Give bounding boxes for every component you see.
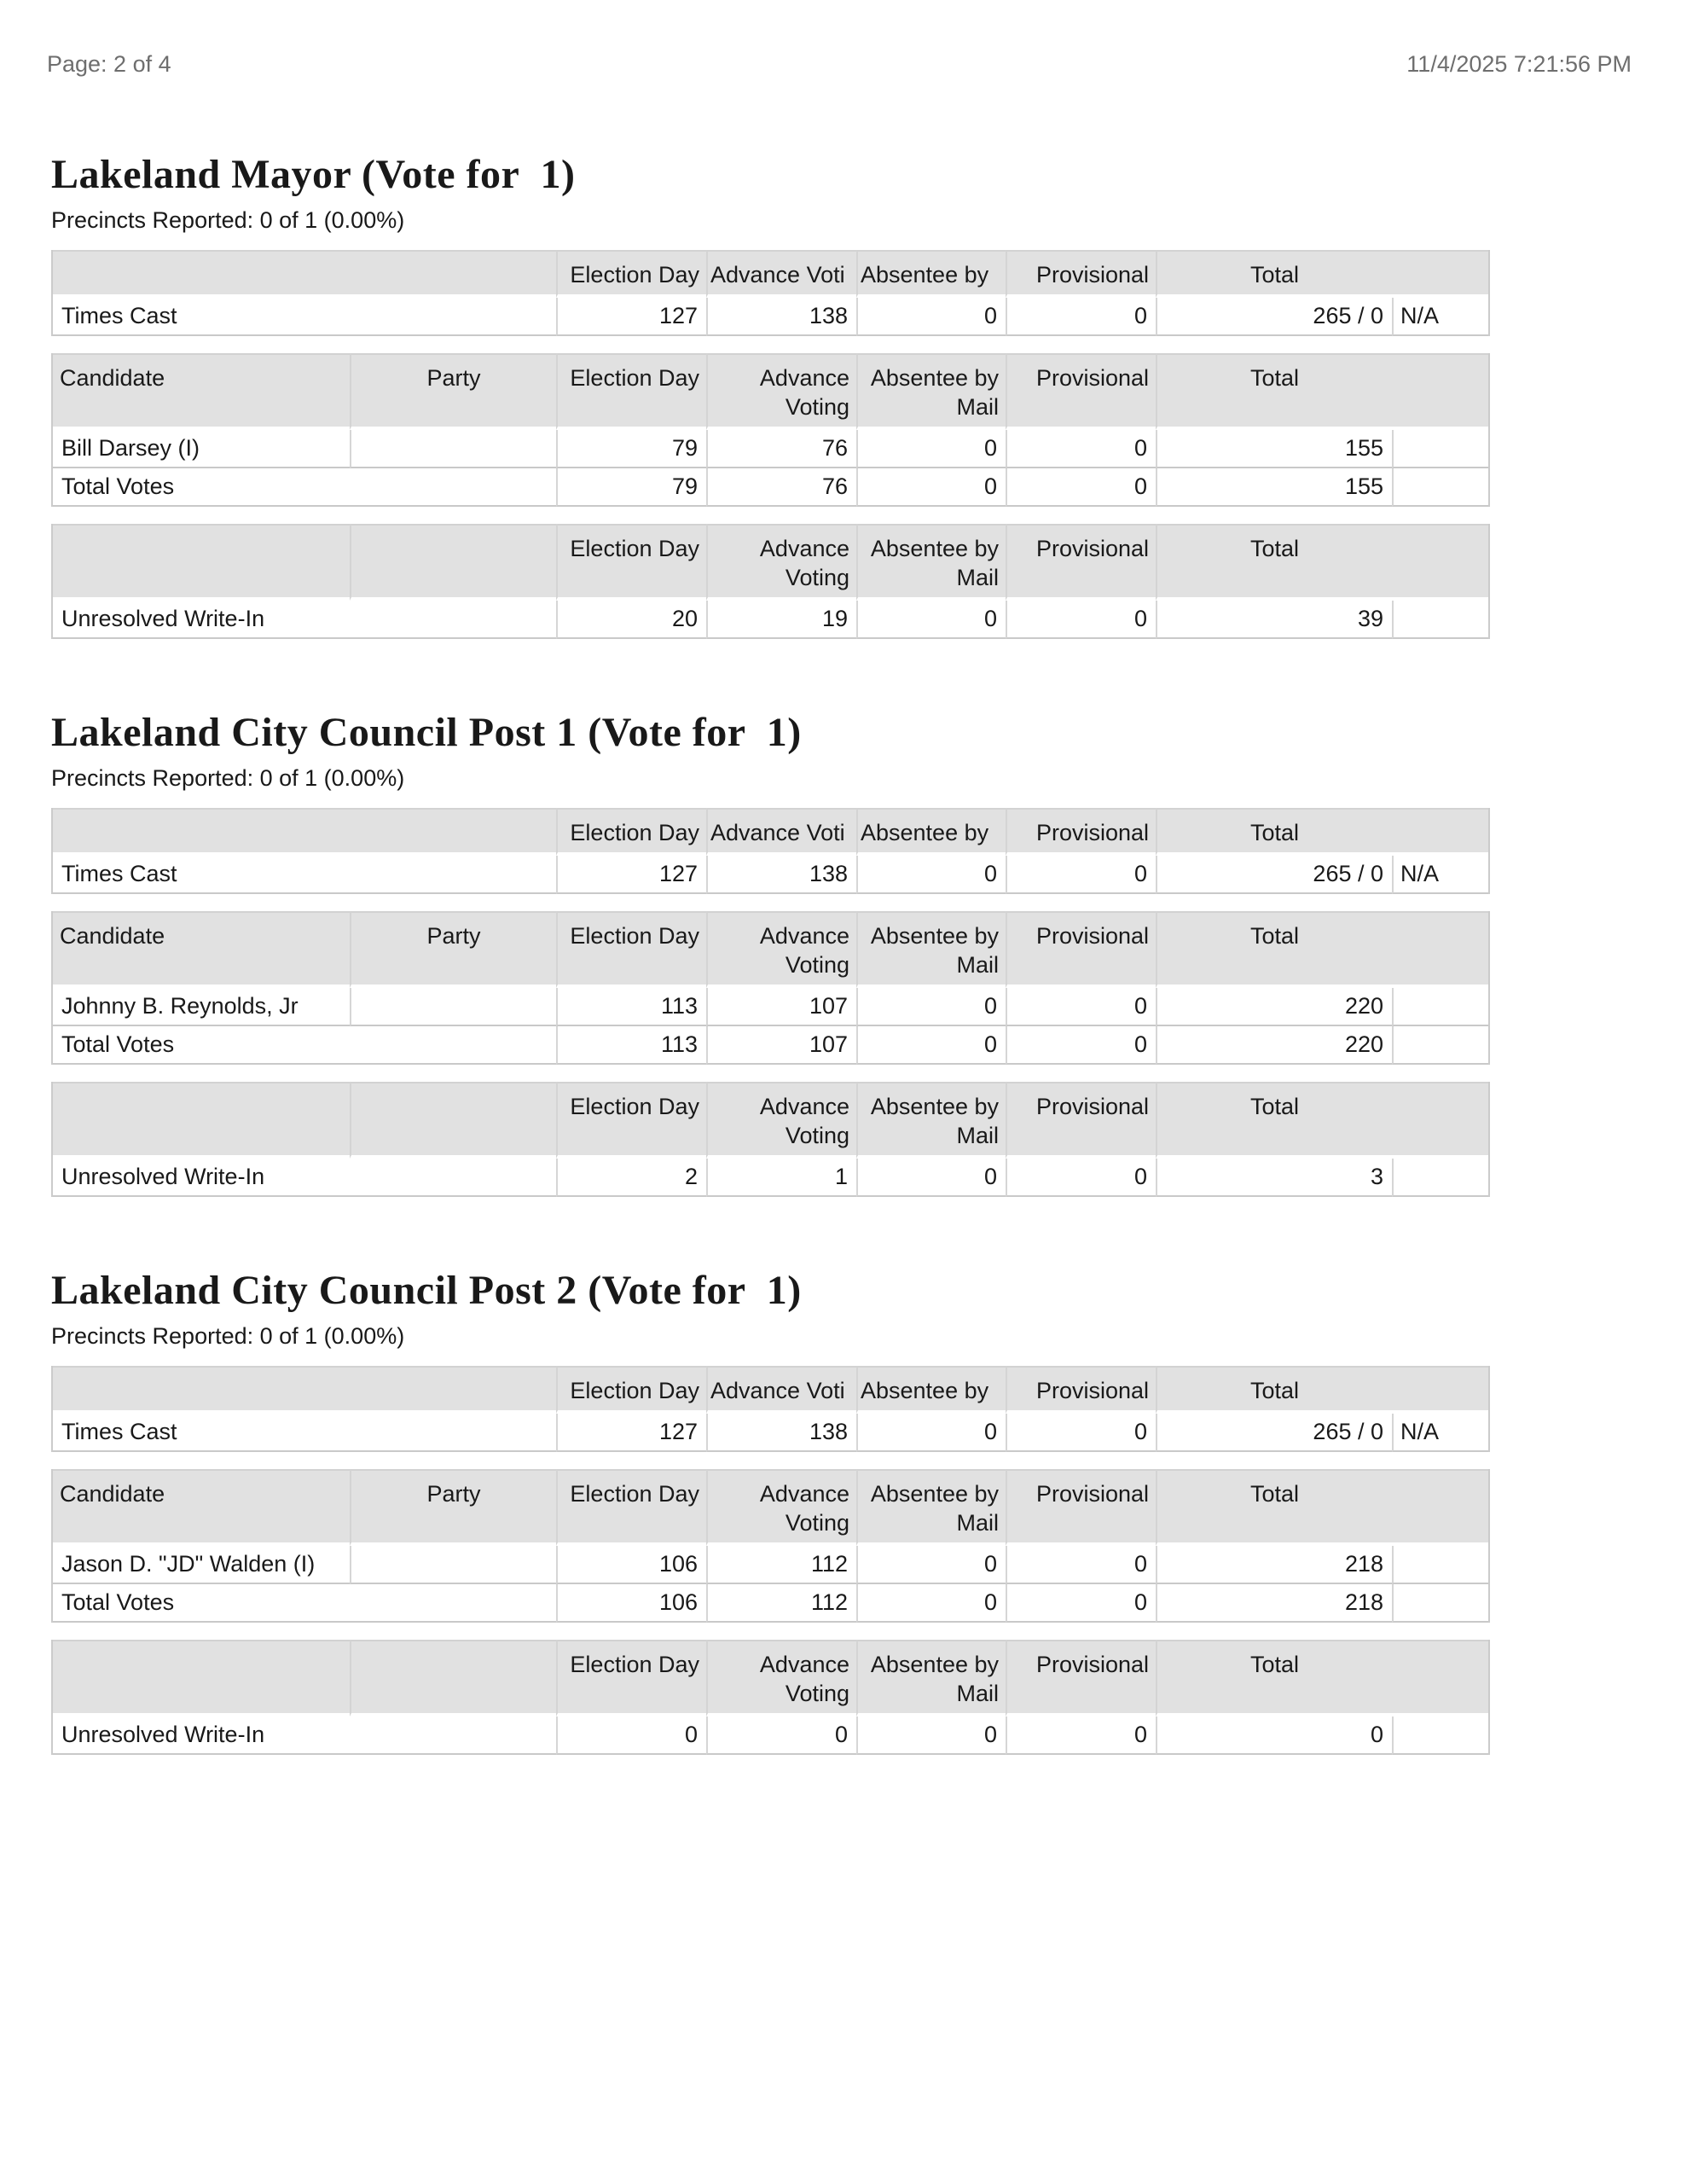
header-provisional: Provisional [1006, 353, 1156, 430]
header-election-day: Election Day [556, 911, 706, 988]
cell-absentee: 0 [856, 430, 1006, 468]
cell-na: N/A [1392, 1414, 1488, 1452]
header-total: Total [1156, 808, 1392, 856]
total-votes-row [53, 1584, 1488, 1623]
cell-blank [1392, 988, 1488, 1026]
contest-title: Lakeland City Council Post 1 (Vote for 1) [51, 710, 802, 755]
cell-provisional: 0 [1006, 1159, 1156, 1197]
header-total: Total [1156, 1082, 1392, 1159]
row-label: Total Votes [53, 468, 556, 507]
cell-absentee: 0 [856, 1716, 1006, 1755]
cell-absentee: 0 [856, 1546, 1006, 1584]
cell-na: N/A [1392, 298, 1488, 336]
header-candidate: Candidate [53, 353, 350, 430]
page-header [0, 0, 1687, 78]
cell-election-day: 20 [556, 601, 706, 639]
header-absentee-by-mail: Absentee by Mail [856, 353, 1006, 430]
cell-election-day: 127 [556, 856, 706, 894]
header-blank [1392, 353, 1488, 430]
header-election-day: Election Day [556, 808, 706, 856]
cell-blank [1392, 1159, 1488, 1197]
page-number: Page: 2 of 4 [47, 51, 171, 77]
header-absentee-by-mail: Absentee by Mail [856, 524, 1006, 601]
cell-absentee: 0 [856, 856, 1006, 894]
header-absentee-by-mail: Absentee by [856, 250, 1006, 298]
write-in-table [51, 1082, 1490, 1197]
cell-total: 265 / 0 [1156, 298, 1392, 336]
candidate-party [350, 988, 556, 1026]
cell-absentee: 0 [856, 1159, 1006, 1197]
row-label: Unresolved Write-In [53, 601, 556, 639]
header-advance-voting: Advance Voting [706, 524, 856, 601]
candidates-table [51, 353, 1490, 507]
cell-election-day: 113 [556, 1026, 706, 1065]
candidate-name: Johnny B. Reynolds, Jr [53, 988, 350, 1026]
report-timestamp: 11/4/2025 7:21:56 PM [1406, 51, 1632, 77]
header-absentee-by-mail: Absentee by [856, 1366, 1006, 1414]
header-election-day: Election Day [556, 1366, 706, 1414]
header-total: Total [1156, 1469, 1392, 1546]
cell-provisional: 0 [1006, 1414, 1156, 1452]
cell-absentee: 0 [856, 1414, 1006, 1452]
cell-total: 265 / 0 [1156, 1414, 1392, 1452]
cell-absentee: 0 [856, 1026, 1006, 1065]
table-header-row [53, 250, 1488, 298]
candidate-name: Jason D. "JD" Walden (I) [53, 1546, 350, 1584]
header-total: Total [1156, 524, 1392, 601]
times-cast-row [53, 856, 1488, 894]
cell-advance-voting: 138 [706, 1414, 856, 1452]
header-provisional: Provisional [1006, 808, 1156, 856]
cell-total: 39 [1156, 601, 1392, 639]
cell-provisional: 0 [1006, 988, 1156, 1026]
header-blank [53, 1640, 350, 1716]
cell-na: N/A [1392, 856, 1488, 894]
cell-absentee: 0 [856, 298, 1006, 336]
times-cast-row [53, 1414, 1488, 1452]
candidate-row [53, 988, 1488, 1026]
cell-advance-voting: 76 [706, 430, 856, 468]
header-provisional: Provisional [1006, 1469, 1156, 1546]
header-candidate: Candidate [53, 1469, 350, 1546]
cell-provisional: 0 [1006, 298, 1156, 336]
cell-total: 3 [1156, 1159, 1392, 1197]
candidate-party [350, 1546, 556, 1584]
header-blank [1392, 808, 1488, 856]
cell-advance-voting: 138 [706, 856, 856, 894]
write-in-row [53, 1716, 1488, 1755]
contest-section-council-post-2 [51, 1214, 1490, 1755]
header-blank [53, 808, 556, 856]
header-provisional: Provisional [1006, 524, 1156, 601]
header-blank [1392, 1469, 1488, 1546]
cell-advance-voting: 112 [706, 1584, 856, 1623]
header-total: Total [1156, 911, 1392, 988]
row-label: Unresolved Write-In [53, 1159, 556, 1197]
cell-total: 220 [1156, 1026, 1392, 1065]
cell-advance-voting: 0 [706, 1716, 856, 1755]
write-in-row [53, 601, 1488, 639]
cell-advance-voting: 76 [706, 468, 856, 507]
cell-election-day: 106 [556, 1546, 706, 1584]
row-label: Total Votes [53, 1026, 556, 1065]
header-blank [53, 1082, 350, 1159]
table-header-row [53, 1082, 1488, 1159]
header-party: Party [350, 911, 556, 988]
cell-blank [1392, 468, 1488, 507]
contest-title: Lakeland Mayor (Vote for 1) [51, 152, 576, 197]
cell-election-day: 79 [556, 468, 706, 507]
candidates-table [51, 1469, 1490, 1623]
precincts-reported: Precincts Reported: 0 of 1 (0.00%) [51, 207, 405, 233]
cell-advance-voting: 138 [706, 298, 856, 336]
header-advance-voting: Advance Voting [706, 911, 856, 988]
header-election-day: Election Day [556, 250, 706, 298]
header-blank [1392, 1366, 1488, 1414]
cell-election-day: 127 [556, 298, 706, 336]
header-total: Total [1156, 353, 1392, 430]
cell-blank [1392, 1584, 1488, 1623]
row-label: Times Cast [53, 298, 556, 336]
header-provisional: Provisional [1006, 911, 1156, 988]
table-header-row [53, 1469, 1488, 1546]
table-header-row [53, 1640, 1488, 1716]
candidate-party [350, 430, 556, 468]
cell-total: 218 [1156, 1584, 1392, 1623]
times-cast-table [51, 808, 1490, 894]
cell-blank [1392, 1026, 1488, 1065]
cell-provisional: 0 [1006, 468, 1156, 507]
precincts-reported: Precincts Reported: 0 of 1 (0.00%) [51, 1323, 405, 1349]
cell-provisional: 0 [1006, 601, 1156, 639]
cell-advance-voting: 1 [706, 1159, 856, 1197]
times-cast-row [53, 298, 1488, 336]
cell-advance-voting: 112 [706, 1546, 856, 1584]
header-blank [1392, 1640, 1488, 1716]
header-election-day: Election Day [556, 1082, 706, 1159]
header-advance-voting: Advance Voting [706, 353, 856, 430]
table-header-row [53, 1366, 1488, 1414]
times-cast-table [51, 250, 1490, 336]
cell-total: 265 / 0 [1156, 856, 1392, 894]
table-header-row [53, 353, 1488, 430]
cell-provisional: 0 [1006, 430, 1156, 468]
table-header-row [53, 911, 1488, 988]
header-blank [53, 1366, 556, 1414]
total-votes-row [53, 468, 1488, 507]
candidate-row [53, 1546, 1488, 1584]
cell-election-day: 106 [556, 1584, 706, 1623]
header-provisional: Provisional [1006, 1640, 1156, 1716]
header-candidate: Candidate [53, 911, 350, 988]
cell-absentee: 0 [856, 468, 1006, 507]
header-total: Total [1156, 1366, 1392, 1414]
table-header-row [53, 524, 1488, 601]
cell-election-day: 79 [556, 430, 706, 468]
cell-provisional: 0 [1006, 1584, 1156, 1623]
contest-section-council-post-1 [51, 656, 1490, 1197]
header-advance-voting: Advance Voting [706, 1469, 856, 1546]
cell-advance-voting: 19 [706, 601, 856, 639]
header-election-day: Election Day [556, 1640, 706, 1716]
header-advance-voting: Advance Voti [706, 250, 856, 298]
cell-total: 220 [1156, 988, 1392, 1026]
header-blank [350, 524, 556, 601]
header-advance-voting: Advance Voting [706, 1082, 856, 1159]
candidate-row [53, 430, 1488, 468]
cell-provisional: 0 [1006, 1026, 1156, 1065]
header-total: Total [1156, 1640, 1392, 1716]
header-election-day: Election Day [556, 524, 706, 601]
row-label: Times Cast [53, 856, 556, 894]
cell-election-day: 0 [556, 1716, 706, 1755]
cell-absentee: 0 [856, 1584, 1006, 1623]
cell-total: 218 [1156, 1546, 1392, 1584]
cell-election-day: 127 [556, 1414, 706, 1452]
row-label: Total Votes [53, 1584, 556, 1623]
cell-provisional: 0 [1006, 1546, 1156, 1584]
header-blank [350, 1082, 556, 1159]
header-advance-voting: Advance Voti [706, 1366, 856, 1414]
header-total: Total [1156, 250, 1392, 298]
table-header-row [53, 808, 1488, 856]
header-party: Party [350, 353, 556, 430]
cell-election-day: 113 [556, 988, 706, 1026]
row-label: Times Cast [53, 1414, 556, 1452]
cell-absentee: 0 [856, 988, 1006, 1026]
header-blank [1392, 911, 1488, 988]
header-advance-voting: Advance Voting [706, 1640, 856, 1716]
cell-blank [1392, 1716, 1488, 1755]
write-in-table [51, 524, 1490, 639]
contest-section-mayor [51, 78, 1490, 639]
header-absentee-by-mail: Absentee by Mail [856, 1469, 1006, 1546]
header-absentee-by-mail: Absentee by Mail [856, 1082, 1006, 1159]
cell-absentee: 0 [856, 601, 1006, 639]
header-blank [1392, 1082, 1488, 1159]
report-content [51, 78, 1490, 1755]
header-election-day: Election Day [556, 353, 706, 430]
header-absentee-by-mail: Absentee by Mail [856, 911, 1006, 988]
header-blank [1392, 524, 1488, 601]
header-party: Party [350, 1469, 556, 1546]
contest-title: Lakeland City Council Post 2 (Vote for 1) [51, 1268, 802, 1313]
candidates-table [51, 911, 1490, 1065]
row-label: Unresolved Write-In [53, 1716, 556, 1755]
cell-total: 0 [1156, 1716, 1392, 1755]
cell-blank [1392, 601, 1488, 639]
cell-provisional: 0 [1006, 1716, 1156, 1755]
cell-advance-voting: 107 [706, 1026, 856, 1065]
cell-total: 155 [1156, 430, 1392, 468]
write-in-row [53, 1159, 1488, 1197]
header-election-day: Election Day [556, 1469, 706, 1546]
header-advance-voting: Advance Voti [706, 808, 856, 856]
header-blank [53, 250, 556, 298]
precincts-reported: Precincts Reported: 0 of 1 (0.00%) [51, 765, 405, 791]
header-provisional: Provisional [1006, 250, 1156, 298]
candidate-name: Bill Darsey (I) [53, 430, 350, 468]
total-votes-row [53, 1026, 1488, 1065]
header-blank [53, 524, 350, 601]
cell-advance-voting: 107 [706, 988, 856, 1026]
header-blank [1392, 250, 1488, 298]
write-in-table [51, 1640, 1490, 1755]
times-cast-table [51, 1366, 1490, 1452]
cell-provisional: 0 [1006, 856, 1156, 894]
cell-blank [1392, 1546, 1488, 1584]
header-blank [350, 1640, 556, 1716]
header-provisional: Provisional [1006, 1366, 1156, 1414]
cell-blank [1392, 430, 1488, 468]
header-provisional: Provisional [1006, 1082, 1156, 1159]
cell-election-day: 2 [556, 1159, 706, 1197]
header-absentee-by-mail: Absentee by [856, 808, 1006, 856]
cell-total: 155 [1156, 468, 1392, 507]
header-absentee-by-mail: Absentee by Mail [856, 1640, 1006, 1716]
